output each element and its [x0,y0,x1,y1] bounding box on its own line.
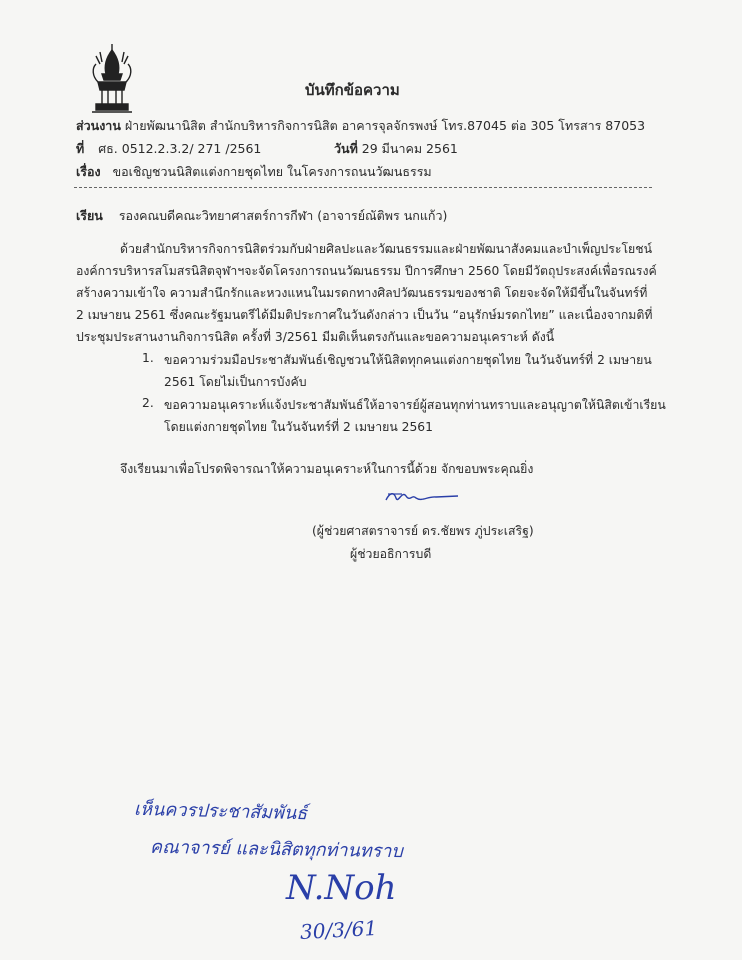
header-divider [74,187,652,188]
closing-text: จึงเรียนมาเพื่อโปรดพิจารณาให้ความอนุเคราะห์ในการนี้ด้วย จักขอบพระคุณยิ่ง [120,462,534,476]
subject-row [76,162,432,182]
reference-row [76,139,261,159]
subject-label: เรื่อง [76,164,101,179]
reference-text: ศธ. 0512.2.3.2/ 271 /2561 [98,141,262,156]
university-emblem-icon [88,42,136,116]
department-row [76,116,645,136]
item-number: 2. [142,396,154,410]
addressee-text: รองคณบดีคณะวิทยาศาสตร์การกีฬา (อาจารย์ณัติพร นกแก้ว) [118,208,448,223]
memo-title: บันทึกข้อความ [305,81,400,99]
department-text: ฝ่ายพัฒนานิสิต สำนักบริหารกิจการนิสิต อาคารจุลจักรพงษ์ โทร.87045 ต่อ 305 โทรสาร 87053 [124,118,646,133]
signature-scribble-icon [382,486,462,508]
date-label: วันที่ [334,141,358,156]
item-number: 1. [142,351,154,365]
addressee-label: เรียน [76,208,103,223]
date-row [334,139,458,159]
handwritten-note-line2: คณาจารย์ และนิสิตทุกท่านทราบ [149,836,403,863]
item-text: ขอความร่วมมือประชาสัมพันธ์เชิญชวนให้นิสิตทุกคนแต่งกายชุดไทย ในวันจันทร์ที่ 2 เมษายน [164,353,652,367]
handwritten-date: 30/3/61 [299,915,378,945]
handwritten-signature: N.Noh [286,868,397,908]
subject-text: ขอเชิญชวนนิสิตแต่งกายชุดไทย ในโครงการถนนวัฒนธรรม [112,164,432,179]
handwritten-note-line1: เห็นควรประชาสัมพันธ์ [133,798,308,825]
body-line: ด้วยสำนักบริหารกิจการนิสิตร่วมกับฝ่ายศิลปะและวัฒนธรรมและฝ่ายพัฒนาสังคมและบำเพ็ญประโยชน์ [120,242,653,256]
signatory-name: (ผู้ช่วยศาสตราจารย์ ดร.ชัยพร ภู่ประเสริฐ) [312,524,534,538]
body-line: ประชุมประสานงานกิจการนิสิต ครั้งที่ 3/2561 มีมติเห็นตรงกันและขอความอนุเคราะห์ ดังนี้ [76,330,555,344]
item-text: โดยแต่งกายชุดไทย ในวันจันทร์ที่ 2 เมษายน 2561 [164,420,433,434]
addressee-row [76,206,447,226]
reference-label: ที่ [76,141,85,156]
signatory-position: ผู้ช่วยอธิการบดี [350,547,432,561]
item-text: ขอความอนุเคราะห์แจ้งประชาสัมพันธ์ให้อาจารย์ผู้สอนทุกท่านทราบและอนุญาตให้นิสิตเข้าเรียน [164,398,666,412]
body-line: องค์การบริหารสโมสรนิสิตจุฬาฯจะจัดโครงการถนนวัฒนธรรม ปีการศึกษา 2560 โดยมีวัตถุประสงค์เพื่อรณรงค์ [76,264,657,278]
body-line: 2 เมษายน 2561 ซึ่งคณะรัฐมนตรีได้มีมติประกาศในวันดังกล่าว เป็นวัน “อนุรักษ์มรดกไทย” และเนื่องจากมติที่ [76,308,653,322]
date-text: 29 มีนาคม 2561 [361,141,458,156]
department-label: ส่วนงาน [76,118,121,133]
body-line: สร้างความเข้าใจ ความสำนึกรักและหวงแหนในมรดกทางศิลปวัฒนธรรมของชาติ โดยจะจัดให้มีขึ้นในจันทร์ที่ [76,286,648,300]
item-text: 2561 โดยไม่เป็นการบังคับ [164,375,307,389]
